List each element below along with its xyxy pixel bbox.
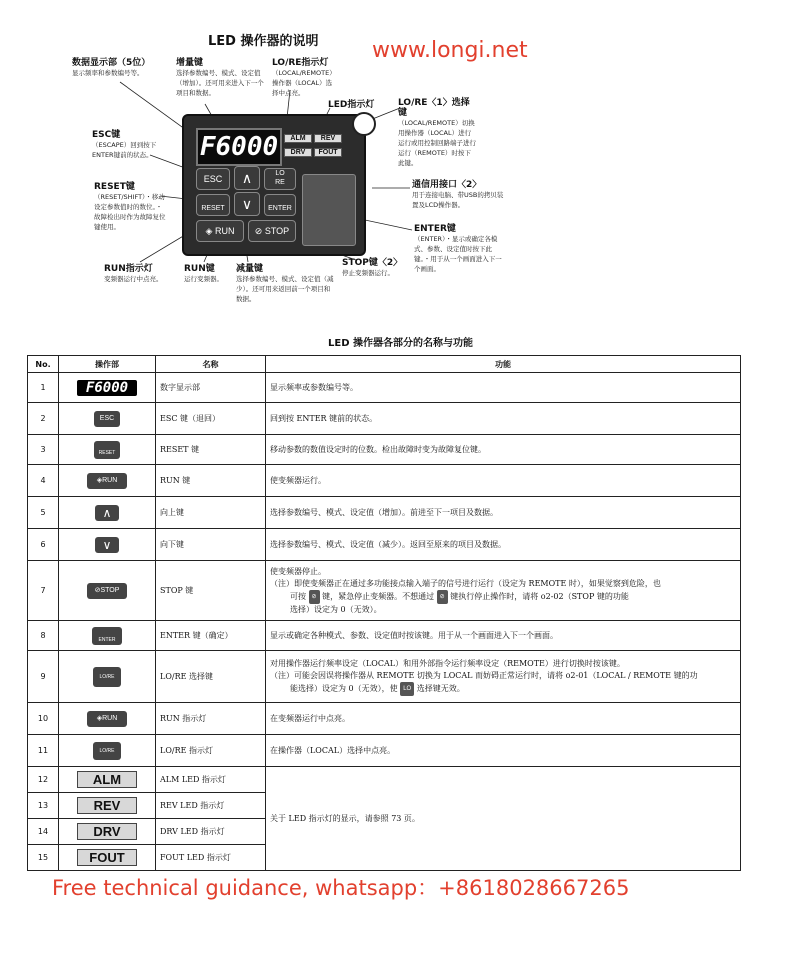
- digit-display-image: F6000: [77, 380, 137, 396]
- row-no: 13: [28, 793, 59, 819]
- alm-led-image: ALM: [77, 771, 137, 788]
- row-name: DRV LED 指示灯: [156, 819, 266, 845]
- row-func: 使变频器运行。: [266, 465, 741, 497]
- table-row: [28, 497, 741, 529]
- row-op: [59, 561, 156, 621]
- label-lore-key: LO/RE〈1〉选择键 （LOCAL/REMOTE）切换用操作器（LOCAL）进行运行或用控制回路端子进行运行（REMOTE）时按下此键。: [398, 98, 476, 167]
- row-name: ESC 键（退回）: [156, 403, 266, 435]
- header-op: 操作部: [59, 356, 156, 373]
- lore-lamp-image: LO/RE: [93, 742, 121, 760]
- row-op: [59, 621, 156, 651]
- label-down-key: 减量键 选择参数编号、模式、设定值（减少）。还可用来返回前一个项目和数据。: [236, 264, 334, 303]
- row-no: 12: [28, 767, 59, 793]
- row-no: 9: [28, 651, 59, 703]
- stop-key-label: STOP: [100, 586, 120, 594]
- row-op: [59, 703, 156, 735]
- row-op: [59, 767, 156, 793]
- label-run-lamp: RUN指示灯 变频器运行中点亮。: [104, 264, 163, 283]
- row-no: 3: [28, 435, 59, 465]
- row-name: LO/RE 选择键: [156, 651, 266, 703]
- rev-led: REV: [314, 134, 342, 143]
- label-data-display: 数据显示部（5位） 显示频率和参数编号等。: [72, 58, 151, 77]
- down-key[interactable]: ∨: [234, 192, 260, 216]
- row-no: 6: [28, 529, 59, 561]
- func-line: 可按 ⊘ 键，紧急停止变频器。不想通过 ⊘ 键执行停止操作时，请将 o2-02（STOP 键的功能: [270, 590, 739, 604]
- table-row: [28, 735, 741, 767]
- fout-led-image: FOUT: [77, 849, 137, 866]
- row-func: 回到按 ENTER 键前的状态。: [266, 403, 741, 435]
- run-key[interactable]: [196, 220, 244, 242]
- row-no: 10: [28, 703, 59, 735]
- lore-key-inline-icon: LO: [400, 682, 414, 696]
- row-op: [59, 373, 156, 403]
- stop-key[interactable]: [248, 220, 296, 242]
- row-name: RUN 指示灯: [156, 703, 266, 735]
- func-line: 使变频器停止。: [270, 566, 326, 576]
- led-indicator-group: [284, 128, 344, 162]
- header-no: No.: [28, 356, 59, 373]
- up-key[interactable]: ∧: [234, 166, 260, 190]
- run-lamp-image: [87, 711, 127, 727]
- run-icon: ◈: [96, 714, 103, 722]
- row-name: RESET 键: [156, 435, 266, 465]
- watermark-footer: Free technical guidance, whatsapp：+8618028667265: [52, 876, 630, 900]
- stop-icon: ⊘: [94, 586, 101, 594]
- row-func: 在变频器运行中点亮。: [266, 703, 741, 735]
- row-no: 1: [28, 373, 59, 403]
- table-row: [28, 561, 741, 621]
- label-stop-key: STOP键〈2〉 停止变频器运行。: [342, 258, 403, 277]
- table-row: [28, 465, 741, 497]
- label-enter-key: ENTER键 （ENTER）・显示或确定各模式、参数、设定值时按下此键。・用于从一个画面进入下一个画面。: [414, 224, 502, 273]
- func-line: 对用操作器运行频率设定（LOCAL）和用外部指令运行频率设定（REMOTE）进行切换时按该键。: [270, 658, 625, 668]
- drv-led-image: DRV: [77, 823, 137, 840]
- row-func: 选择参数编号、模式、设定值（减少）。返回至原来的项目及数据。: [266, 529, 741, 561]
- label-esc-key: ESC键 （ESCAPE）回到按下ENTER键前的状态。: [92, 130, 157, 159]
- row-func: [266, 561, 741, 621]
- func-line: 能选择）设定为 0（无效），使 LO 选择键无效。: [270, 682, 739, 696]
- row-no: 14: [28, 819, 59, 845]
- table-row: [28, 529, 741, 561]
- label-lore-lamp: LO/RE指示灯 （LOCAL/REMOTE）操作器（LOCAL）选择中点亮。: [272, 58, 336, 97]
- row-name: 数字显示部: [156, 373, 266, 403]
- row-func: 显示或确定各种模式、参数、设定值时按该键。用于从一个画面进入下一个画面。: [266, 621, 741, 651]
- table-row: [28, 767, 741, 793]
- lore-key[interactable]: [264, 168, 296, 190]
- row-no: 5: [28, 497, 59, 529]
- row-func-led-shared: 关于 LED 指示灯的显示，请参照 73 页。: [266, 767, 741, 871]
- stop-icon: ⊘: [254, 226, 265, 236]
- row-op: [59, 651, 156, 703]
- row-name: RUN 键: [156, 465, 266, 497]
- up-key-image: ∧: [95, 505, 119, 521]
- row-op: [59, 529, 156, 561]
- drv-led: DRV: [284, 148, 312, 157]
- stop-key-inline-icon: ⊘: [437, 590, 448, 604]
- row-no: 7: [28, 561, 59, 621]
- row-name: 向上键: [156, 497, 266, 529]
- row-func: 显示频率或参数编号等。: [266, 373, 741, 403]
- row-func: 在操作器（LOCAL）选择中点亮。: [266, 735, 741, 767]
- row-func: 选择参数编号、模式、设定值（增加）。前进至下一项目及数据。: [266, 497, 741, 529]
- row-op: [59, 497, 156, 529]
- mounting-hole: [352, 112, 376, 136]
- row-name: FOUT LED 指示灯: [156, 845, 266, 871]
- table-header-row: [28, 356, 741, 373]
- row-no: 15: [28, 845, 59, 871]
- lore-key-top-label: LO: [275, 170, 285, 177]
- header-func: 功能: [266, 356, 741, 373]
- table-row: [28, 621, 741, 651]
- label-led-lamp: LED指示灯: [328, 100, 375, 110]
- row-no: 8: [28, 621, 59, 651]
- row-func: 移动参数的数值设定时的位数。检出故障时变为故障复位键。: [266, 435, 741, 465]
- label-up-key: 增量键 选择参数编号、模式、设定值（增加）。还可用来进入下一个项目和数据。: [176, 58, 264, 97]
- label-reset-key: RESET键 （RESET/SHIFT）・移动设定参数值时的数位。・故障检出时作为故障复位键使用。: [94, 182, 166, 231]
- row-op: [59, 435, 156, 465]
- watermark-url: www.longi.net: [372, 38, 528, 63]
- func-line: 选择）设定为 0（无效）。: [290, 604, 382, 614]
- row-op: [59, 403, 156, 435]
- table-row: [28, 373, 741, 403]
- row-no: 11: [28, 735, 59, 767]
- func-line: （注）可能会因误将操作器从 REMOTE 切换为 LOCAL 而妨碍正常运行时，请将 o2-01（LOCAL / REMOTE 键的功: [270, 670, 698, 680]
- table-row: [28, 403, 741, 435]
- row-name: ENTER 键（确定）: [156, 621, 266, 651]
- esc-key[interactable]: ESC: [196, 168, 230, 190]
- digit-display: F6000: [196, 128, 282, 166]
- row-op: [59, 465, 156, 497]
- row-no: 2: [28, 403, 59, 435]
- run-icon: ◈: [205, 226, 215, 236]
- table-row: [28, 703, 741, 735]
- reset-key-image: RESET: [94, 441, 120, 459]
- table-row: [28, 651, 741, 703]
- enter-key-image: ENTER: [92, 627, 122, 645]
- reset-key[interactable]: RESET: [196, 194, 230, 216]
- rev-led-image: REV: [77, 797, 137, 814]
- header-name: 名称: [156, 356, 266, 373]
- table-row: [28, 435, 741, 465]
- stop-key-image: [87, 583, 127, 599]
- esc-key-image: ESC: [94, 411, 120, 427]
- leader-lines: [0, 0, 800, 320]
- row-op: [59, 819, 156, 845]
- label-comm-port: 通信用接口〈2〉 用于连接电脑、带USB的拷贝装置及LCD操作器。: [412, 180, 504, 209]
- row-name: ALM LED 指示灯: [156, 767, 266, 793]
- run-key-image: [87, 473, 127, 489]
- label-run-key: RUN键 运行变频器。: [184, 264, 223, 283]
- lore-key-image: LO/RE: [93, 667, 121, 687]
- stop-key-inline-icon: ⊘: [309, 590, 320, 604]
- run-key-label: RUN: [214, 226, 235, 236]
- run-lamp-label: RUN: [102, 714, 118, 722]
- down-key-image: ∨: [95, 537, 119, 553]
- row-op: [59, 735, 156, 767]
- row-name: REV LED 指示灯: [156, 793, 266, 819]
- led-operator-panel: [182, 114, 366, 256]
- row-name: STOP 键: [156, 561, 266, 621]
- page-title: LED 操作器的说明: [208, 34, 319, 49]
- row-op: [59, 793, 156, 819]
- row-name: 向下键: [156, 529, 266, 561]
- row-func: [266, 651, 741, 703]
- row-op: [59, 845, 156, 871]
- run-icon: ◈: [96, 476, 103, 484]
- table-title: LED 操作器各部分的名称与功能: [328, 338, 473, 349]
- comm-port-cover: [302, 174, 356, 246]
- function-table: [27, 355, 741, 871]
- lore-key-bottom-label: RE: [275, 179, 285, 186]
- alm-led: ALM: [284, 134, 312, 143]
- fout-led: FOUT: [314, 148, 342, 157]
- stop-key-label: STOP: [264, 226, 290, 236]
- row-name: LO/RE 指示灯: [156, 735, 266, 767]
- row-no: 4: [28, 465, 59, 497]
- func-line: （注）即使变频器正在通过多功能接点输入端子的信号进行运行（设定为 REMOTE 时），如果觉察到危险，也: [270, 578, 661, 588]
- enter-key[interactable]: ENTER: [264, 194, 296, 216]
- run-key-label: RUN: [102, 476, 118, 484]
